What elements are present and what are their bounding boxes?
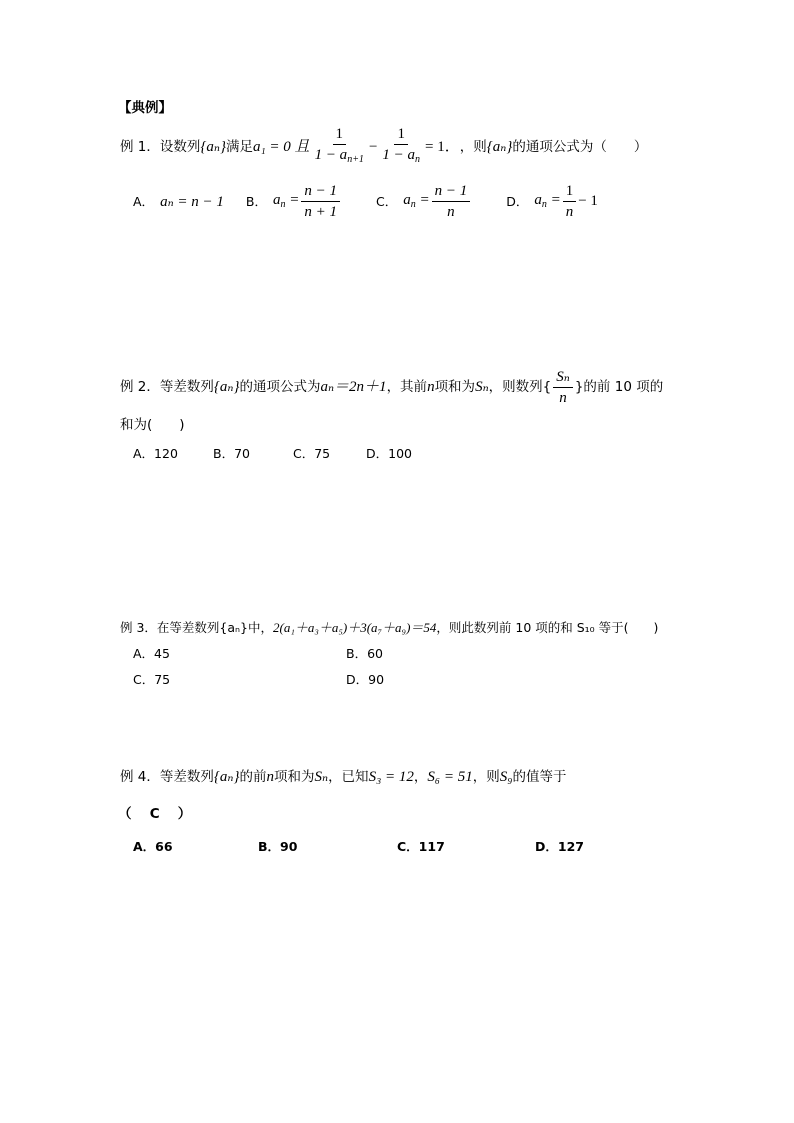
option-c-label: C． [375,194,398,209]
example-2-text-1: 的通项公式为 [239,379,321,395]
option-a: aₙ = n − 1 [160,193,224,210]
example-2-text-5: }的前 10 项的 [574,379,664,395]
example-4-text-1: 的前 [239,769,267,785]
example-2-label: 例 2．等差数列 [120,379,214,395]
example-1-tail-2: 的通项公式为（ ） [512,139,648,155]
example-4-text-2: 项和为 [273,769,315,785]
example-2-text-2: ，其前 [386,379,428,395]
example-2-formula: aₙ＝2n＋1 [320,379,387,395]
example-3-option-b: B．60 [346,646,383,661]
example-1-tail: ，则 [459,139,487,155]
example-4-text-3: ，已知 [328,769,369,785]
example-2-option-a: A．120 [133,446,178,461]
example-2-option-d: D．100 [366,446,412,461]
example-4-label: 例 4．等差数列 [120,769,214,785]
example-1-question: 例 1．设数列 {aₙ} 满足 a₁ = 0 且 $\frac{1}{1 - a_{n+1}}$ − $\frac{1}{1 - a_n}$ = 1． ，则 {aₙ} 的通项公式为（ ） [120,125,647,169]
equation-rhs: = 1． [425,139,460,155]
option-a-label: A． [133,194,155,209]
option-c-fraction: $\frac{n - 1}{n}$ [432,182,471,221]
example-4-s6: S₆ = 51 [427,769,473,785]
option-b-fraction: $\frac{n - 1}{n + 1}$ [301,182,340,221]
option-b-label: B． [245,194,267,209]
example-3-label: 例 3．在等差数列{aₙ}中， [120,619,273,635]
example-2-sn: Sₙ [475,379,489,395]
example-4-sn: Sₙ [314,769,329,785]
example-2-fraction: $\frac{\text{Sₙ}}{n}$ [553,368,573,407]
example-3-option-a: A．45 [133,646,170,661]
fraction-1: $\frac{1}{1 - a_{n+1}}$ [314,126,364,165]
example-4-option-d: D．127 [535,839,584,854]
example-3-question [120,617,658,636]
example-1-label: 例 1．设数列 [120,139,201,155]
example-4-text-4: ， [413,769,428,785]
fraction-2: $\frac{1}{1 - a_n}$ [382,126,421,165]
example-4-option-b: B．90 [258,839,298,854]
section-heading: 【典例】 [118,100,172,116]
example-2-line-2: 和为( ) [120,417,185,433]
example-1-satisfy: 满足 [225,139,253,155]
example-2-seq: {aₙ} [213,379,240,395]
example-4-text-6: 的值等于 [512,769,567,785]
example-2-question [120,366,663,408]
example-4-answer-line: （ C ） [118,806,192,822]
example-2-text-3: 项和为 [434,379,476,395]
example-3-option-d: D．90 [346,672,385,687]
example-1-condition: a₁ = 0 且 [252,139,310,155]
example-4-s9: S₉ [499,769,513,785]
example-4-option-c: C．117 [397,839,445,854]
example-2-n: n [427,379,435,395]
example-3-formula: 2(a₁＋a₃＋a₅)＋3(a₇＋a₉)＝54 [272,620,437,635]
example-4-n: n [266,769,274,785]
example-2-text-4: ，则数列{ [488,379,552,395]
example-1-options: A． aₙ = n − 1 B． $a_n$ = $\frac{n - 1}{n + 1}$ C． $a_n$ = $\frac{n - 1}{n}$ D． $a_n$ = $\frac{1}{n}$ − 1 [133,182,598,220]
example-4-seq: {aₙ} [213,769,240,785]
example-4-s3: S₃ = 12 [368,769,414,785]
example-3-option-c: C．75 [133,672,171,687]
option-d-label: D． [506,194,529,209]
example-3-tail: ，则此数列前 10 项的和 S₁₀ 等于( ) [436,619,659,635]
example-2-option-c: C．75 [293,446,331,461]
sequence-notation-2: {aₙ} [486,139,513,155]
option-d-fraction: $\frac{1}{n}$ [563,182,577,221]
sequence-notation: {aₙ} [200,139,226,155]
example-4-text-5: ，则 [472,769,500,785]
example-4-question [120,768,566,786]
example-2-option-b: B．70 [213,446,250,461]
option-d-tail: − 1 [578,192,598,209]
example-4-option-a: A．66 [133,839,173,854]
